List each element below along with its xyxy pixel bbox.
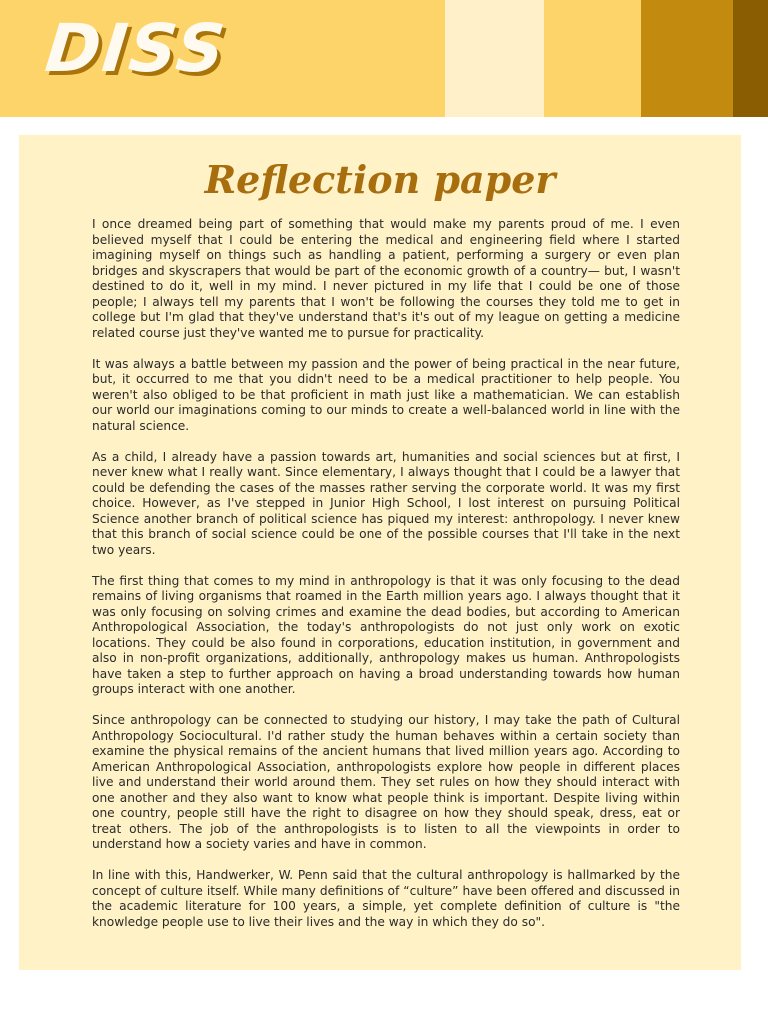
reflection-paper-card (19, 135, 741, 970)
paragraph: The first thing that comes to my mind in anthropology is that it was only focusing to the dead remains of living organisms that roamed in the Earth million years ago. I always thought that it was only focusing on solving crimes and examine the dead bodies, but according to American Anthropological Association, the today's anthropologists do not just only work on exotic locations. They could be also found in corporations, education institution, in government and also in non-profit organizations, additionally, anthropology makes us human. Anthropologists have taken a step to further approach on having a broad understanding towards how human groups interact with one another. (92, 573, 680, 696)
header-stripe (445, 0, 544, 117)
document-body (92, 217, 680, 946)
header-banner (0, 0, 768, 117)
header-stripe (641, 0, 733, 117)
paragraph: Since anthropology can be connected to studying our history, I may take the path of Cultural Anthropology Sociocultural. I'd rather study the human behaves within a certain society than examine the physical remains of the ancient humans that lived million years ago. According to American Anthropological Association, anthropologists explore how people in different places live and understand their world around them. They set rules on how they should interact with one another and they also want to know what people think is important. Despite living within one country, people still have the right to disagree on how they should speak, dress, eat or treat others. The job of the anthropologists is to listen to all the viewpoints in order to understand how a society varies and have in common. (92, 713, 680, 851)
brand-logo: DISS (41, 10, 231, 87)
paragraph: I once dreamed being part of something that would make my parents proud of me. I even believed myself that I could be entering the medical and engineering field where I started imagining myself on things such as handling a patient, performing a surgery or even plan bridges and skyscrapers that would be part of the economic growth of a country— but, I wasn't destined to do it, well in my mind. I never pictured in my life that I could be one of those people; I always tell my parents that I won't be following the courses they told me to get in college but I'm glad that they've understand that's it's out of my league on getting a medicine related course just they've wanted me to pursue for practicality. (92, 217, 680, 340)
paragraph: It was always a battle between my passion and the power of being practical in the near future, but, it occurred to me that you didn't need to be a medical practitioner to help people. You weren't also obliged to be that proficient in math just like a mathematician. We can establish our world our imaginations coming to our minds to create a well-balanced world in line with the natural science. (92, 356, 680, 433)
paragraph: As a child, I already have a passion towards art, humanities and social sciences but at first, I never knew what I really want. Since elementary, I always thought that I could be a lawyer that could be defending the cases of the masses rather serving the corporate world. It was my first choice. However, as I've stepped in Junior High School, I lost interest on pursuing Political Science another branch of political science has piqued my interest: anthropology. I never knew that this branch of social science could be one of the possible courses that I'll take in the next two years. (92, 449, 680, 557)
paragraph: In line with this, Handwerker, W. Penn said that the cultural anthropology is hallmarked by the concept of culture itself. While many definitions of “culture” have been offered and discussed in the academic literature for 100 years, a simple, yet complete definition of culture is "the knowledge people use to live their lives and the way in which they do so". (92, 868, 680, 929)
document-title: Reflection paper (204, 157, 556, 202)
header-stripe (544, 0, 641, 117)
header-stripe (733, 0, 768, 117)
